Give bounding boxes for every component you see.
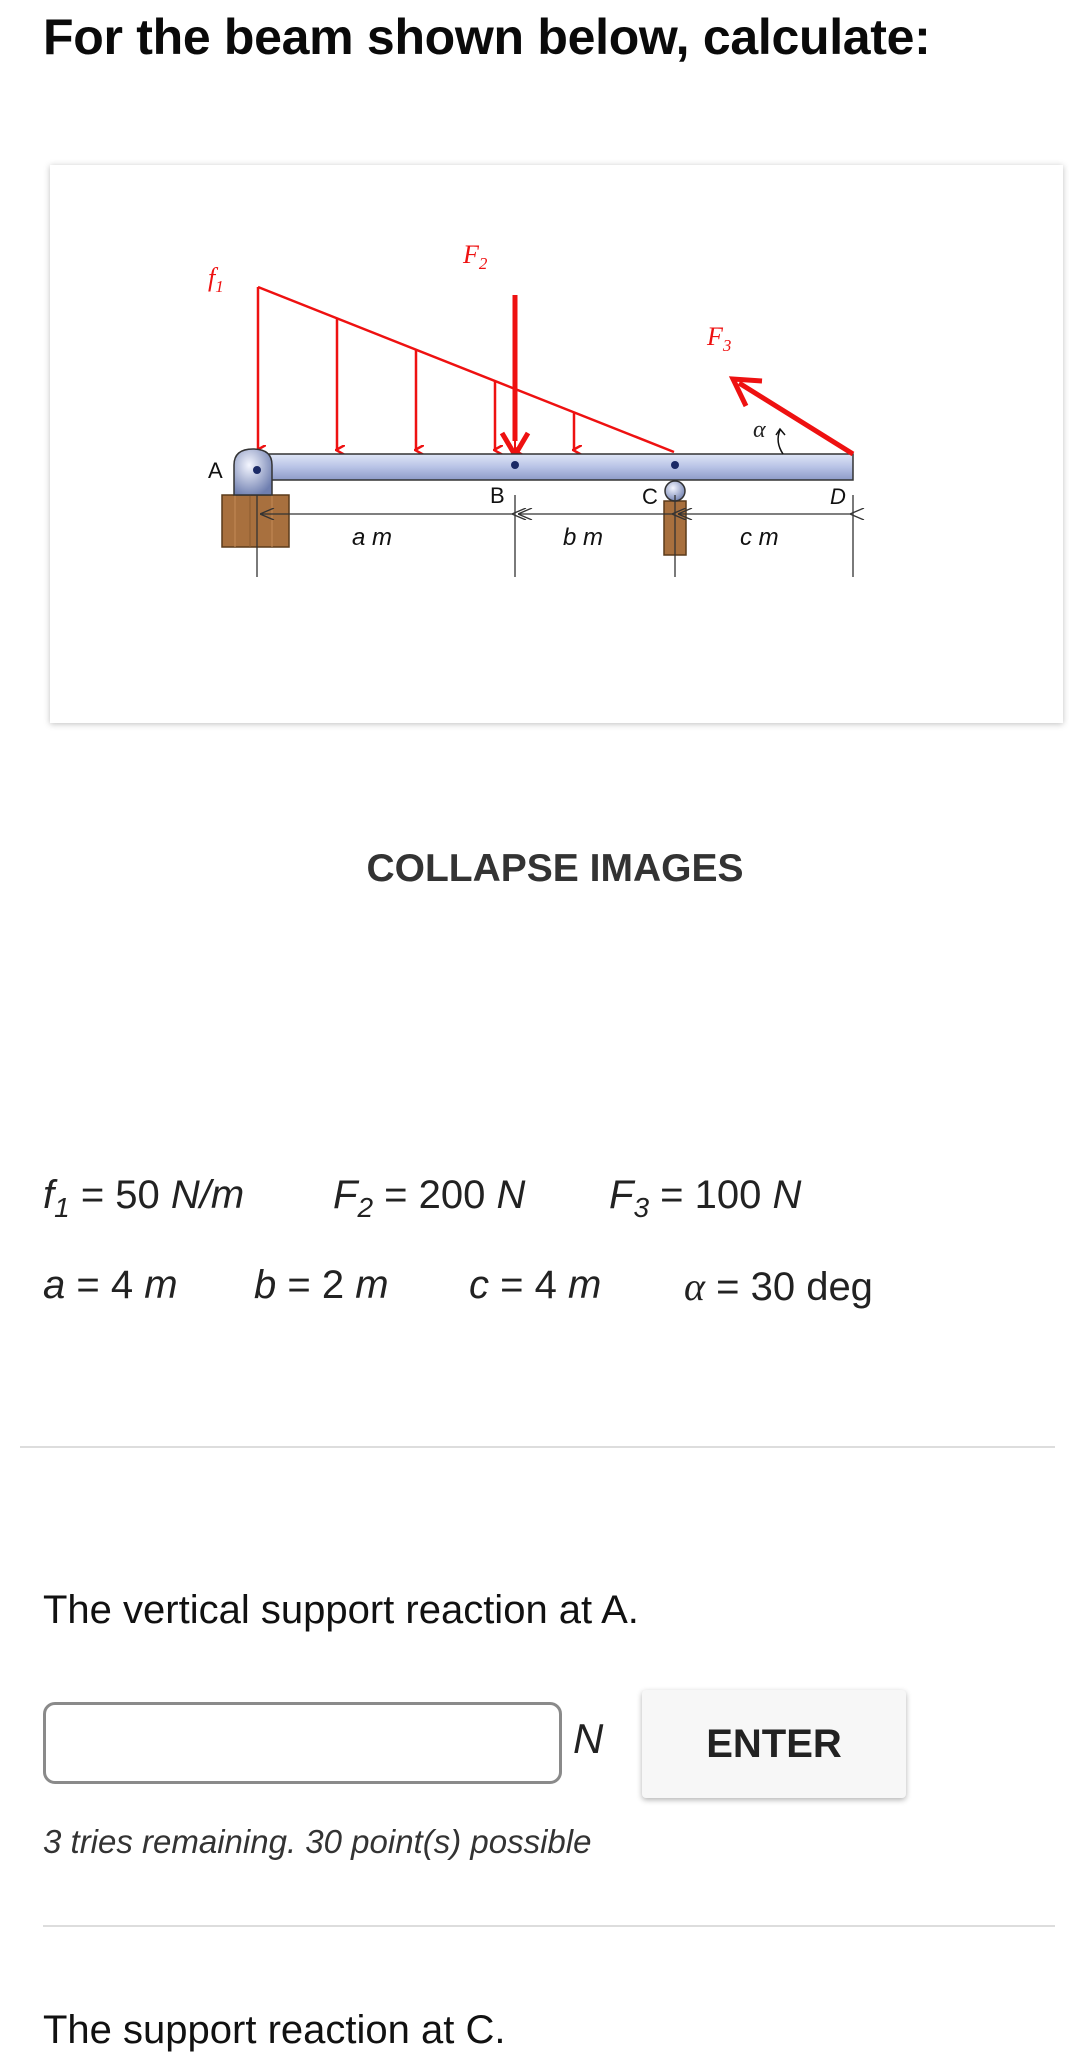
given-f2: $F_2 = 200$ N	[333, 1173, 526, 1223]
dim-a-label: a m	[352, 524, 393, 551]
angle-arc	[778, 430, 783, 454]
tries-remaining: 3 tries remaining. 30 point(s) possible	[43, 1823, 592, 1860]
beam	[242, 454, 853, 480]
answer-unit: N	[573, 1715, 604, 1762]
dim-c-label: c m	[740, 524, 779, 551]
divider	[43, 1925, 1055, 1927]
point-b-marker	[511, 461, 519, 469]
beam-diagram	[50, 165, 1063, 723]
point-load-f2	[502, 295, 528, 455]
given-f3: $F_3 = 100$ N	[609, 1173, 802, 1223]
label-a: A	[208, 458, 223, 483]
point-load-f3	[733, 379, 853, 454]
label-f2: $F_2$	[463, 240, 488, 273]
page-title: For the beam shown below, calculate:	[43, 9, 931, 65]
given-f1: $f_1 = 50$ N/m	[43, 1173, 245, 1223]
label-d: D	[830, 484, 846, 509]
enter-button[interactable]: ENTER	[642, 1690, 906, 1798]
label-alpha: α	[753, 417, 766, 443]
given-c: c = 4 m	[469, 1263, 602, 1307]
question-1-prompt: The vertical support reaction at A.	[43, 1588, 639, 1632]
distributed-load	[258, 287, 674, 452]
label-c: C	[642, 484, 658, 509]
label-f3: $F_3$	[707, 322, 732, 355]
label-f1: $f_1$	[208, 263, 224, 296]
given-a: a = 4 m	[43, 1263, 178, 1307]
divider	[20, 1446, 1055, 1448]
question-2-prompt: The support reaction at C.	[43, 2008, 506, 2052]
beam-figure	[50, 165, 1063, 723]
given-b: b = 2 m	[254, 1263, 389, 1307]
dim-b-label: b m	[563, 524, 604, 551]
collapse-images-button[interactable]: COLLAPSE IMAGES	[0, 846, 1069, 892]
answer-input[interactable]	[43, 1702, 562, 1784]
given-alpha: α = 30 deg	[684, 1264, 873, 1309]
label-b: B	[490, 483, 505, 508]
